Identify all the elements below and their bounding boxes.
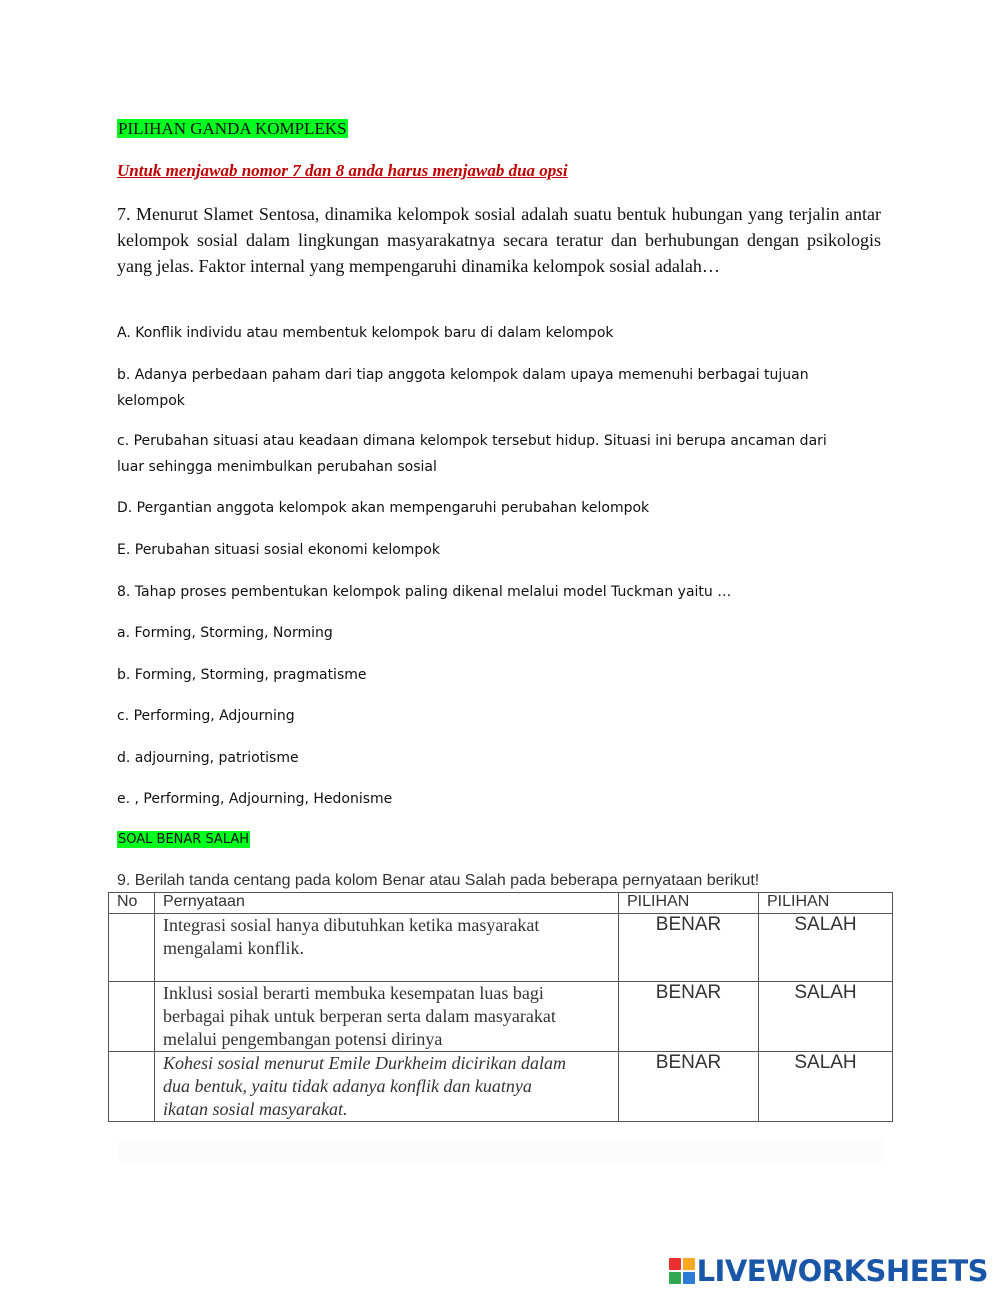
- salah-option[interactable]: SALAH: [794, 914, 857, 935]
- q8-option-b[interactable]: b. Forming, Storming, pragmatisme: [117, 667, 367, 683]
- header-choice-2: PILIHAN: [759, 893, 893, 914]
- statement-line: Inklusi sosial berarti membuka kesempatan luas bagi: [163, 983, 544, 1003]
- choice-cell: [759, 982, 893, 1052]
- option-text: D. Pergantian anggota kelompok akan mempengaruhi perubahan kelompok: [117, 500, 650, 516]
- question-8-text: 8. Tahap proses pembentukan kelompok paling dikenal melalui model Tuckman yaitu …: [117, 584, 732, 600]
- blank-answer-area: [118, 1140, 884, 1162]
- header-statement: Pernyataan: [155, 893, 619, 914]
- statement-line: berbagai pihak untuk berperan serta dalam masyarakat: [163, 1006, 556, 1026]
- statement-line: Integrasi sosial hanya dibutuhkan ketika masyarakat: [163, 915, 540, 935]
- table-header-row: [109, 893, 893, 914]
- statement-line: ikatan sosial masyarakat.: [163, 1099, 348, 1119]
- table-row: [109, 914, 893, 982]
- q8-option-a[interactable]: a. Forming, Storming, Norming: [117, 625, 333, 641]
- question-9-instruction: 9. Berilah tanda centang pada kolom Benar atau Salah pada beberapa pernyataan berikut!: [117, 872, 760, 889]
- option-text-cont: kelompok: [117, 393, 185, 409]
- q8-option-c[interactable]: c. Performing, Adjourning: [117, 708, 295, 724]
- benar-option[interactable]: BENAR: [655, 914, 722, 935]
- row-number-cell: [109, 1052, 155, 1122]
- option-text: c. Perubahan situasi atau keadaan dimana kelompok tersebut hidup. Situasi ini berupa ancaman dari: [117, 433, 827, 449]
- logo-blocks-icon: [669, 1258, 695, 1284]
- choice-cell: [619, 1052, 759, 1122]
- choice-cell: [759, 914, 893, 982]
- section-heading-benar-salah: SOAL BENAR SALAH: [118, 832, 250, 847]
- q7-option-d[interactable]: [117, 495, 649, 521]
- row-number-cell: [109, 982, 155, 1052]
- salah-option[interactable]: SALAH: [794, 982, 857, 1003]
- question-7-text: 7. Menurut Slamet Sentosa, dinamika kelompok sosial adalah suatu bentuk hubungan yang terjalin antar kelompok sosial dalam lingkungan masyarakatnya secara teratur dan berhubungan dengan psikologis yang jelas. Faktor internal yang mempengaruhi dinamika kelompok sosial adalah…: [117, 204, 881, 276]
- logo-block: [669, 1258, 681, 1270]
- statement-cell: [155, 914, 619, 982]
- q7-option-a[interactable]: [117, 320, 614, 346]
- statement-line: melalui pengembangan potensi dirinya: [163, 1029, 443, 1049]
- statement-line: mengalami konflik.: [163, 938, 304, 958]
- table-row: [109, 1052, 893, 1122]
- benar-option[interactable]: BENAR: [655, 1052, 722, 1073]
- statement-cell: [155, 982, 619, 1052]
- choice-cell: [619, 914, 759, 982]
- true-false-table: [108, 892, 893, 1122]
- choice-cell: [759, 1052, 893, 1122]
- table-row: [109, 982, 893, 1052]
- benar-option[interactable]: BENAR: [655, 982, 722, 1003]
- logo-wordmark: LIVEWORKSHEETS: [696, 1254, 988, 1288]
- section-heading-pilihan-ganda: PILIHAN GANDA KOMPLEKS: [118, 119, 347, 138]
- q8-option-d[interactable]: d. adjourning, patriotisme: [117, 750, 299, 766]
- option-text: A. Konflik individu atau membentuk kelompok baru di dalam kelompok: [117, 325, 614, 341]
- option-text-cont: luar sehingga menimbulkan perubahan sosial: [117, 459, 437, 475]
- logo-block: [669, 1272, 681, 1284]
- liveworksheets-logo: [669, 1254, 988, 1288]
- logo-block: [683, 1272, 695, 1284]
- q7-option-c[interactable]: [117, 428, 827, 480]
- row-number-cell: [109, 914, 155, 982]
- choice-cell: [619, 982, 759, 1052]
- q8-option-e[interactable]: e. , Performing, Adjourning, Hedonisme: [117, 791, 393, 807]
- q7-option-e[interactable]: [117, 537, 440, 563]
- option-text: b. Adanya perbedaan paham dari tiap anggota kelompok dalam upaya memenuhi berbagai tujuan: [117, 367, 809, 383]
- header-no: No: [109, 893, 155, 914]
- salah-option[interactable]: SALAH: [794, 1052, 857, 1073]
- statement-cell: [155, 1052, 619, 1122]
- logo-block: [683, 1258, 695, 1270]
- option-text: E. Perubahan situasi sosial ekonomi kelompok: [117, 542, 440, 558]
- q7-option-b[interactable]: [117, 362, 809, 414]
- section-instruction: Untuk menjawab nomor 7 dan 8 anda harus menjawab dua opsi: [117, 161, 568, 180]
- statement-line: dua bentuk, yaitu tidak adanya konflik dan kuatnya: [163, 1076, 532, 1096]
- statement-line: Kohesi sosial menurut Emile Durkheim dicirikan dalam: [163, 1053, 566, 1073]
- header-choice-1: PILIHAN: [619, 893, 759, 914]
